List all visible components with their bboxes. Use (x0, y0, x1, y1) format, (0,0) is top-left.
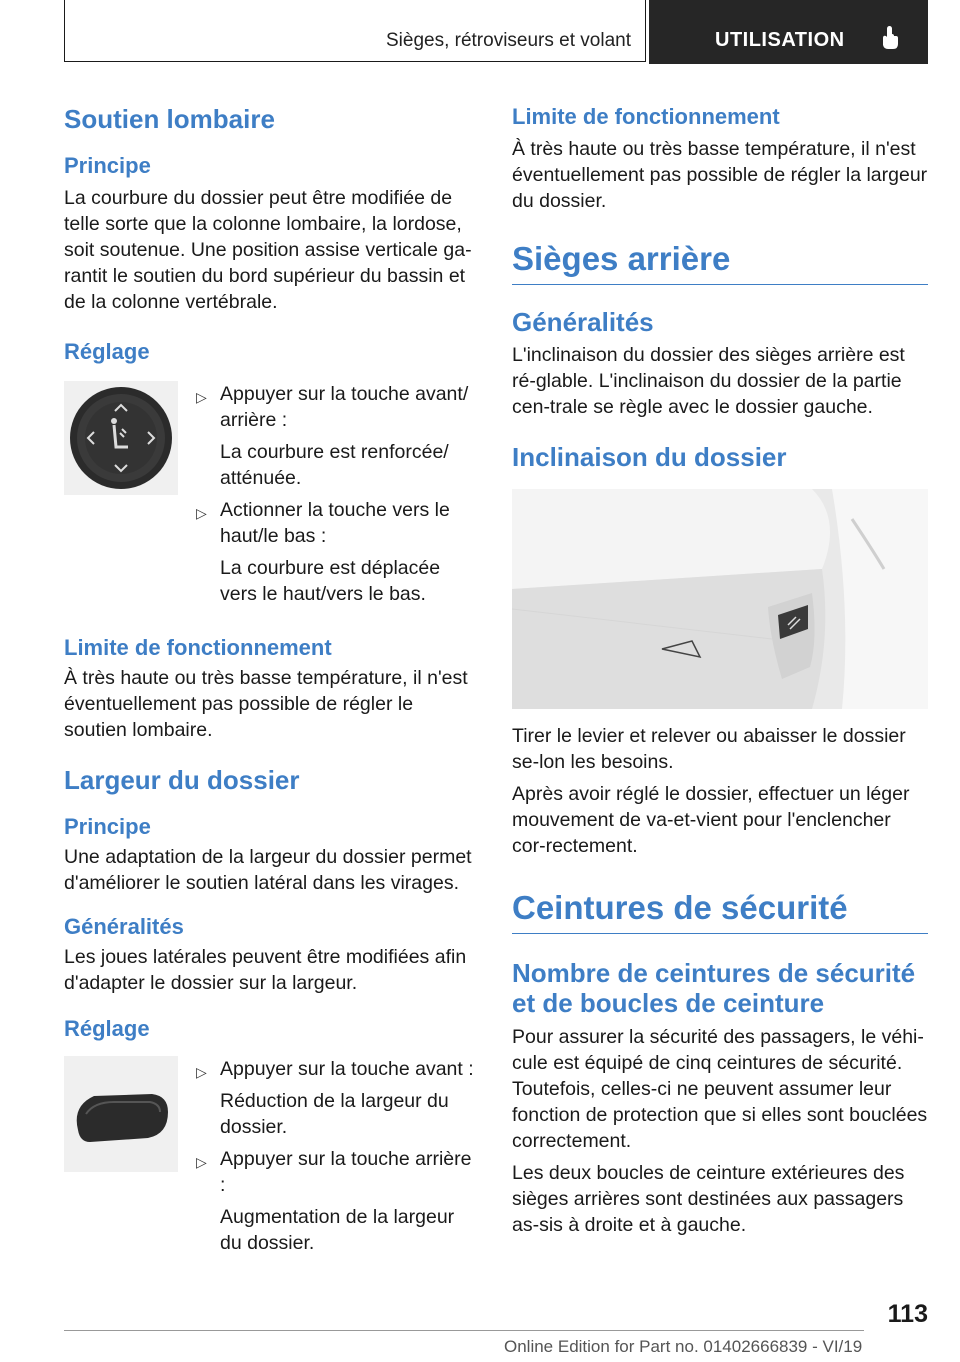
list-item (196, 381, 478, 491)
belts-count-heading: Nombre de ceintures de sécurité et de boucles de ceinture (512, 958, 916, 1018)
principle-heading: Principe (64, 153, 151, 178)
incline-heading: Inclinaison du dossier (512, 442, 787, 472)
list-item (196, 1146, 478, 1256)
hand-pointer-icon (879, 24, 901, 50)
setting-heading: Réglage (64, 339, 150, 364)
lumbar-switch-image (64, 381, 178, 495)
belts-text-2: Les deux boucles de ceinture extérieures des sièges arrières sont destinées aux passagers as-sis à droite et à gauche. (512, 1162, 905, 1236)
right-column (512, 100, 928, 1238)
rear-general-heading: Généralités (512, 307, 654, 337)
width-principle-heading: Principe (64, 814, 151, 839)
step-result: La courbure est déplacée vers le haut/vers le bas. (220, 557, 441, 605)
chapter-header (649, 0, 928, 64)
belts-heading: Ceintures de sécurité (512, 889, 848, 926)
chapter-title: UTILISATION (715, 29, 845, 51)
triangle-bullet-icon: ▷ (196, 505, 207, 521)
lumbar-support-heading: Soutien lombaire (64, 104, 275, 134)
width-principle-text: Une adaptation de la largeur du dossier permet d'améliorer le soutien latéral dans les virages. (64, 846, 472, 894)
width-heading: Largeur du dossier (64, 765, 300, 795)
step-result: Augmentation de la largeur du dossier. (220, 1206, 455, 1254)
width-switch-icon (64, 1056, 178, 1172)
rear-seats-section-rule (512, 240, 928, 285)
incline-text-1: Tirer le levier et relever ou abaisser le dossier se-lon les besoins. (512, 725, 906, 773)
rear-general-text: L'inclinaison du dossier des sièges arrière est ré-glable. L'inclinaison du dossier de la partie cen-trale se règle avec le dossier gauche. (512, 344, 905, 418)
seat-lever-illustration (512, 489, 928, 709)
width-adjust-block (64, 1056, 478, 1256)
page-number: 113 (887, 1300, 928, 1328)
lumbar-switch-icon (64, 381, 178, 495)
footer-rule (64, 1330, 864, 1331)
page-header (64, 0, 928, 64)
lumbar-adjust-block (64, 381, 478, 607)
belts-text-1: Pour assurer la sécurité des passagers, le véhi-cule est équipé de cinq ceintures de sécurité. Toutefois, celles-ci ne peuvent assumer leur fonction de protection que si elles sont bouclées correctement. (512, 1026, 928, 1152)
list-item (196, 497, 478, 607)
belts-section-rule (512, 889, 928, 934)
seat-lever-image (512, 489, 928, 709)
incline-text-2: Après avoir réglé le dossier, effectuer un léger mouvement de va-et-vient pour l'enclencher cor-rectement. (512, 783, 910, 857)
step-action: Appuyer sur la touche arrière : (220, 1148, 472, 1196)
section-header (64, 0, 646, 62)
triangle-bullet-icon: ▷ (196, 1154, 207, 1170)
step-action: Appuyer sur la touche avant/ arrière : (220, 383, 469, 431)
limit-text: À très haute ou très basse température, il n'est éventuellement pas possible de régler le soutien lombaire. (64, 667, 468, 741)
right-limit-text: À très haute ou très basse température, il n'est éventuellement pas possible de régler la largeur du dossier. (512, 138, 928, 212)
left-column (64, 100, 478, 1256)
right-limit-heading: Limite de fonctionnement (512, 104, 780, 129)
width-setting-heading: Réglage (64, 1016, 150, 1041)
limit-heading: Limite de fonctionnement (64, 635, 332, 660)
section-title: Sièges, rétroviseurs et volant (385, 30, 631, 51)
general-heading: Généralités (64, 914, 184, 939)
width-switch-image (64, 1056, 178, 1172)
list-item (196, 1056, 478, 1140)
general-text: Les joues latérales peuvent être modifiées afin d'adapter le dossier sur la largeur. (64, 946, 467, 994)
edition-text: Online Edition for Part no. 01402666839 - VI/19 (504, 1337, 863, 1356)
triangle-bullet-icon: ▷ (196, 389, 207, 405)
step-action: Actionner la touche vers le haut/le bas : (220, 499, 450, 547)
step-action: Appuyer sur la touche avant : (220, 1058, 474, 1080)
step-result: La courbure est renforcée/ atténuée. (220, 441, 449, 489)
principle-text: La courbure du dossier peut être modifiée de telle sorte que la colonne lombaire, la lordose, soit soutenue. Une position assise verticale ga-rantit le soutien du bord supérieur du bassin et de la colonne vertébrale. (64, 187, 472, 313)
rear-seats-heading: Sièges arrière (512, 240, 731, 277)
triangle-bullet-icon: ▷ (196, 1064, 207, 1080)
step-result: Réduction de la largeur du dossier. (220, 1090, 449, 1138)
